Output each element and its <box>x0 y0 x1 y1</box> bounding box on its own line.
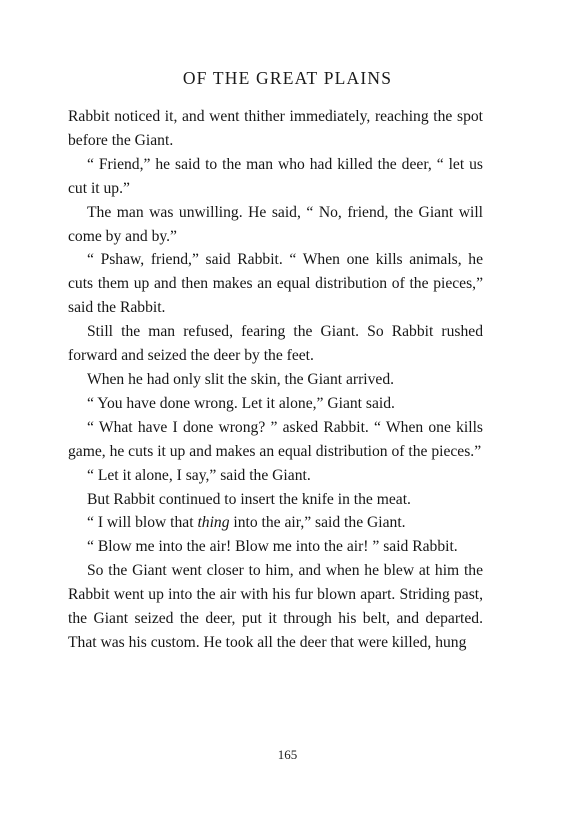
paragraph: Rabbit noticed it, and went thither immediately, reaching the spot before the Giant. <box>68 108 483 149</box>
paragraph: When he had only slit the skin, the Giant arrived. <box>87 370 395 388</box>
running-head: OF THE GREAT PLAINS <box>182 68 393 88</box>
paragraph <box>68 511 483 535</box>
text-run: “ I will blow that <box>87 514 198 532</box>
paragraph: But Rabbit continued to insert the knife in the meat. <box>87 490 411 508</box>
emphasis-text: thing <box>197 514 230 532</box>
paragraph: The man was unwilling. He said, “ No, friend, the Giant will come by and by.” <box>68 203 483 245</box>
paragraph: “ What have I done wrong? ” asked Rabbit. “ When one kills game, he cuts it up and makes an equal distribution of the pieces.” <box>68 418 483 460</box>
paragraph: “ Let it alone, I say,” said the Giant. <box>87 466 311 484</box>
paragraph: So the Giant went closer to him, and when he blew at him the Rabbit went up into the air with his fur blown apart. Striding past, the Giant seized the deer, put it through his belt, and departed. That was his custom. He took all the deer that were killed, hung <box>68 562 483 651</box>
body-text <box>68 105 483 655</box>
paragraph: Still the man refused, fearing the Giant. So Rabbit rushed forward and seized the deer by the feet. <box>68 323 483 365</box>
paragraph: “ Friend,” he said to the man who had killed the deer, “ let us cut it up.” <box>68 155 483 197</box>
paragraph: “ You have done wrong. Let it alone,” Giant said. <box>87 394 395 412</box>
text-run: into the air,” said the Giant. <box>229 514 406 532</box>
page-number: 165 <box>277 747 298 762</box>
paragraph: “ Blow me into the air! Blow me into the air! ” said Rabbit. <box>87 538 458 556</box>
paragraph: “ Pshaw, friend,” said Rabbit. “ When one kills animals, he cuts them up and then makes an equal distribution of the pieces,” said the Rabbit. <box>68 251 483 317</box>
